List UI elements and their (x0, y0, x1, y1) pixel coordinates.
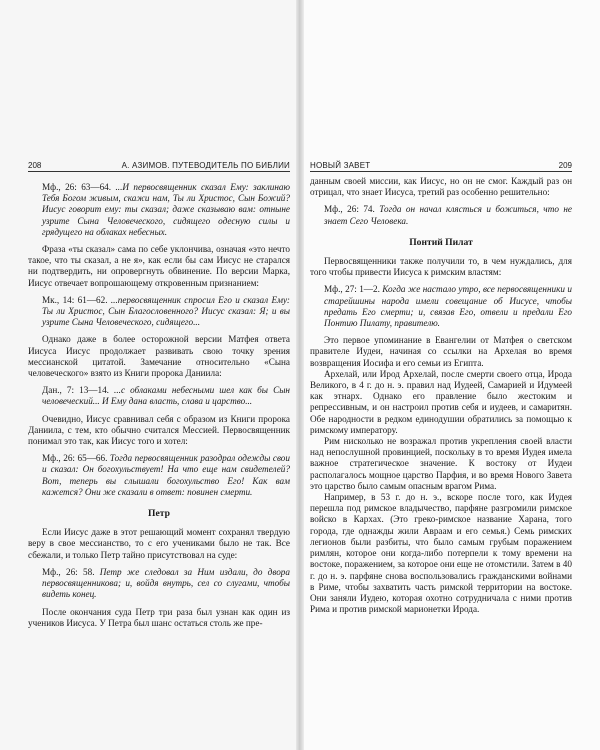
scripture-reference: Мф., 27: 1—2. (324, 284, 380, 295)
paragraph: После окончания суда Петр три раза был узнан как один из учеников Иисуса. У Петра был шанс остаться столь же пре- (28, 606, 290, 628)
scripture-reference: Мф., 26: 65—66. (42, 453, 108, 464)
scripture-reference: Мк., 14: 61—62. (42, 294, 108, 305)
quote-block (28, 182, 290, 238)
quote-block (28, 295, 290, 329)
paragraph: Первосвященники также получили то, в чем нуждались, для того чтобы привести Иисуса к римским властям: (310, 256, 572, 278)
page-number-right: 209 (558, 161, 572, 170)
scripture-reference: Мф., 26: 63—64. (42, 182, 112, 192)
quote-block (28, 567, 290, 601)
paragraph: Архелай, или Ирод Архелай, после смерти своего отца, Ирода Великого, в 4 г. до н. э. правил над Иудеей, Самарией и Идумеей как этнарх. Однако его правление было жестоким и репрессивным, и он настроил против себя и иудеев, и самаритян. Обе народности в редком единодушии обратились за помощью к римскому императору. (310, 368, 572, 435)
section-heading-petr: Петр (148, 508, 170, 520)
scripture-reference: Дан., 7: 13—14. (42, 385, 109, 396)
quote-block (310, 204, 572, 226)
section-heading-pilat: Понтий Пилат (409, 236, 473, 248)
paragraph: Это первое упоминание в Евангелии от Матфея о светском правителе Иудеи, начиная со ссылки на Архелая во время возвращения Иосифа и его семьи из Египта. (310, 335, 572, 368)
paragraph: Однако даже в более осторожной версии Матфея ответа Иисуса Иисус продолжает развивать свою точку зрения мессианской цитатой. Замечание относительно «Сына человеческого» взято из Книги пророка Даниила: (28, 334, 290, 379)
running-head-right: НОВЫЙ ЗАВЕТ (310, 161, 371, 170)
left-page-body (28, 176, 290, 629)
paragraph: Очевидно, Иисус сравнивал себя с образом из Книги пророка Даниила, с тем, кто обычно считался Мессией. Первосвященник понимал это так, как Иисус того и хотел: (28, 413, 290, 447)
scripture-text: Тогда он начал клясться и божиться, что не знает Сего Человека. (324, 204, 572, 226)
paragraph: Фраза «ты сказал» сама по себе уклончива, означая «это нечто такое, что ты сказал, а не я», как если бы сам Иисус не старался ни подтвердить, ни опровергнуть обвинение. По версии Марка, Иисус отвечает вопрошающему откровенным признанием: (28, 244, 290, 288)
paragraph: Если Иисус даже в этот решающий момент сохранял твердую веру в свое мессианство, то с его учениками было не так. Все сбежали, и только Петр тайно присутствовал на суде: (28, 527, 290, 560)
scripture-text: ...с облаками небесными шел как бы Сын человеческий... И Ему дана власть, слава и царство... (42, 385, 290, 407)
paragraph: Рим нисколько не возражал против укрепления своей власти над непослушной провинцией, поскольку в то время Иудея имела важное стратегическое значение. К востоку от Иудеи располагалось мощное царство Парфия, и во время Нового Завета это царство было самым опасным врагом Рима. (310, 436, 572, 491)
book-gutter (296, 0, 304, 750)
quote-block (28, 385, 290, 407)
scripture-text: ...первосвященник спросил Его и сказал Ему: Ты ли Христос, Сын Благословенного? Иисус сказал: Я; и вы узрите Сына Человеческого, сидящего... (42, 294, 290, 328)
quote-block (28, 453, 290, 498)
scripture-text: Тогда первосвященник разодрал одежды свои и сказал: Он богохульствует! На что еще нам свидетелей? Вот, теперь вы слышали богохульство Его! Как вам кажется? Они же сказали в ответ: повинен смерти. (42, 453, 290, 497)
scripture-reference: Мф., 26: 58. (42, 566, 95, 577)
left-page-header (28, 160, 290, 172)
quote-block (310, 284, 572, 329)
paragraph: Например, в 53 г. до н. э., вскоре после того, как Иудея перешла под римское владычество, парфяне разгромили римское войско в Кархах. (Это греко-римское название Харана, того города, где однажды жили Авраам и его семья.) Семь римских легионов были разбиты, что было самым грубым поражением римлян, которое они когда-либо потерпели к тому времени на востоке, поражением, за которое они еще не отомстили. Затем в 40 г. до н. э. парфяне снова воспользовались гражданскими войнами в Риме, чтобы захватить часть римской территории на востоке. Они заняли Иудею, которая охотно сотрудничала с ними против Рима и против римской марионетки Ирода. (310, 492, 572, 615)
page-number-left: 208 (28, 161, 42, 170)
scripture-reference: Мф., 26: 74. (324, 204, 375, 215)
right-page (300, 0, 600, 750)
scripture-text: ...И первосвященник сказал Ему: заклинаю Тебя Богом живым, скажи нам, Ты ли Христос, Сын Божий? Иисус говорит ему: ты сказал; даже сказываю вам: отныне узрите Сына Человеческого, сидящего одесную силы и грядущего на облаках небесных. (42, 182, 290, 237)
scripture-text: Когда же настало утро, все первосвященники и старейшины народа имели совещание об Иисусе, чтобы предать Его смерти; и, связав Его, отвели и предали Его Понтию Пилату, правителю. (324, 284, 572, 329)
right-page-body (310, 176, 572, 615)
scripture-text: Петр же следовал за Ним издали, до двора первосвященникова; и, войдя внутрь, сел со слугами, чтобы видеть конец. (42, 566, 290, 600)
paragraph-continued: данным своей миссии, как Иисус, но он не смог. Каждый раз он отрицал, что знает Иисуса, третий раз особенно решительно: (310, 176, 572, 198)
running-head-left: А. АЗИМОВ. ПУТЕВОДИТЕЛЬ ПО БИБЛИИ (121, 161, 290, 170)
right-page-header (310, 160, 572, 172)
